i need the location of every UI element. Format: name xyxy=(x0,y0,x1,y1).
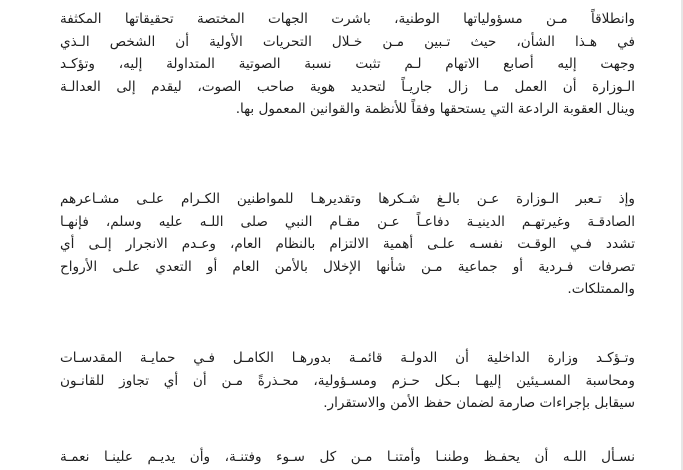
text-line: وتـؤكـد وزارة الداخلية أن الدولـة قائمـة بدورهـا الكامـل فـي حمايـة المقدسـات xyxy=(60,350,635,366)
text-line: الـوزارة أن العمل مـا زال جاريـاً لتحديد هوية صاحب الصوت، ليقدم إلى العدالـة xyxy=(60,78,635,95)
text-line: الصادقـة وغيرتهـم الدينيـة دفاعـاً عـن مقـام النبي صلى اللـه عليه وسلم، فإنهـا xyxy=(60,213,635,230)
text-line: وجهت إليه أصابع الاتهام لـم تثبت نسبة الصوتية المتداولة إليه، وتؤكـد xyxy=(60,56,635,73)
text-line: ومحاسبة المسـيئين إليهـا بـكل حـزم ومسـؤولية، محـذرةً مـن أن أي تجاوز للقانـون xyxy=(60,372,635,389)
paragraph-prayer xyxy=(60,446,635,469)
text-line: وانطلاقاً مـن مسؤولياتها الوطنية، باشرت الجهات المختصة تحقيقاتها المكثفة xyxy=(60,11,635,27)
text-line: والممتلكات. xyxy=(567,281,635,298)
text-line: تصرفات فـردية أو جماعية مـن شأنها الإخلال بالأمن العام أو التعدي علـى الأرواح xyxy=(60,258,635,275)
paragraph-investigation xyxy=(60,8,635,121)
text-line: سيقابل بإجراءات صارمة لضمان حفظ الأمن والاستقرار. xyxy=(323,395,635,412)
text-line: نسـأل اللـه أن يحفـظ وطننـا وأمتنـا مـن كل سـوء وفتنـة، وأن يديـم علينـا نعمـة xyxy=(60,449,635,465)
text-line: في هـذا الشأن، حيث تـبين مـن خـلال التحريات الأولية أن الشخص الـذي xyxy=(60,33,635,50)
paragraph-gratitude xyxy=(60,188,635,301)
text-line: وإذ تـعبر الـوزارة عـن بالـغ شـكرها وتقديرهـا للمواطنين الكـرام علـى مشـاعرهم xyxy=(60,191,635,207)
text-line: تشدد فـي الوقـت نفسـه علـى أهمية الالتزام بالنظام العام، وعـدم الانجرار إلـى أي xyxy=(60,236,635,253)
text-line: وينال العقوبة الرادعة التي يستحقها وفقاً للأنظمة والقوانين المعمول بها. xyxy=(235,101,635,118)
paragraph-ministry-affirmation xyxy=(60,347,635,415)
